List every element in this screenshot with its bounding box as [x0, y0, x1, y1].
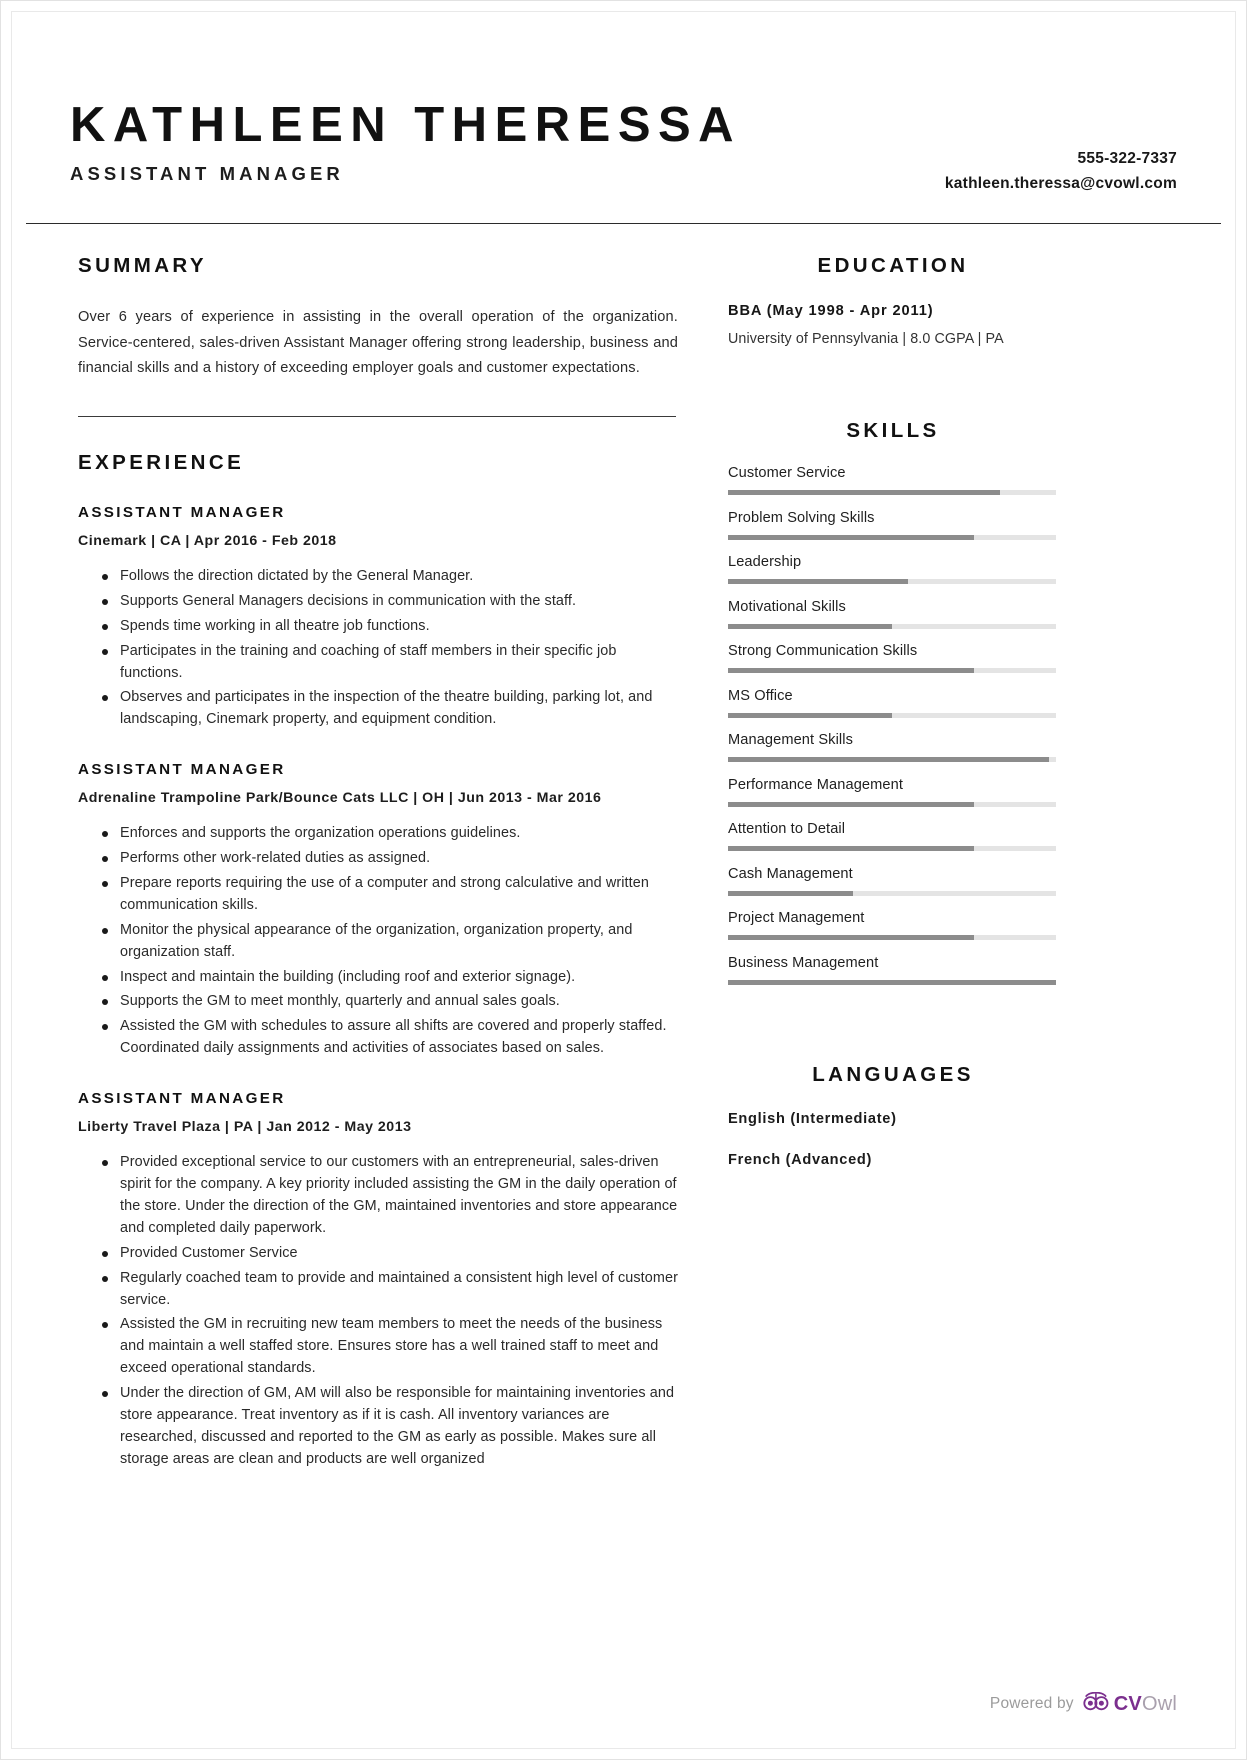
skills-heading: SKILLS [846, 419, 940, 442]
skill-bar-track [728, 891, 1056, 896]
job-meta: Liberty Travel Plaza | PA | Jan 2012 - May 2013 [78, 1119, 412, 1136]
brand-owl-text: Owl [1141, 1693, 1177, 1715]
skill-bar-track [728, 624, 1056, 629]
job-bullet: Provided Customer Service [120, 1243, 678, 1265]
language-item: English (Intermediate) [728, 1110, 897, 1127]
job-bullets [78, 823, 678, 1060]
skill-item [728, 465, 1058, 495]
job-meta: Adrenaline Trampoline Park/Bounce Cats LLC | OH | Jun 2013 - Mar 2016 [78, 790, 602, 807]
skill-bar-fill [728, 757, 1049, 762]
skill-item [728, 643, 1058, 673]
skill-item [728, 732, 1058, 762]
job-bullet: Regularly coached team to provide and maintained a consistent high level of customer service. [120, 1268, 678, 1312]
job-bullet: Provided exceptional service to our customers with an entrepreneurial, sales-driven spirit for the company. A key priority included assisting the GM in the daily operation of the store. Under the direction of the GM, maintained inventories and store appearance and completed daily paperwork. [120, 1152, 678, 1240]
summary-text: Over 6 years of experience in assisting in the overall operation of the organization. Service-centered, sales-driven Assistant Manager offering strong leadership, business and financial skills and a history of exceeding employer goals and customer expectations. [78, 309, 678, 377]
job-bullet: Prepare reports requiring the use of a computer and strong calculative and written communication skills. [120, 873, 678, 917]
skill-item [728, 599, 1058, 629]
skill-item [728, 821, 1058, 851]
job-bullet: Spends time working in all theatre job functions. [120, 616, 678, 638]
skill-item [728, 554, 1058, 584]
job-title: ASSISTANT MANAGER [78, 504, 286, 522]
job-bullet: Supports General Managers decisions in communication with the staff. [120, 591, 678, 613]
skill-label: Project Management [728, 910, 865, 926]
experience-heading-wrap [78, 451, 678, 475]
job-bullet: Supports the GM to meet monthly, quarterly and annual sales goals. [120, 991, 678, 1013]
job-bullets [78, 1152, 678, 1470]
skill-bar-track [728, 668, 1056, 673]
skill-label: Problem Solving Skills [728, 509, 875, 526]
job-bullet: Monitor the physical appearance of the organization, organization property, and organization staff. [120, 920, 678, 964]
skill-bar-fill [728, 846, 974, 851]
header-divider [26, 223, 1221, 224]
job-bullet: Under the direction of GM, AM will also be responsible for maintaining inventories and store appearance. Treat inventory as if it is cash. All inventory variances are researched, discussed and reported to the GM as early as possible. Makes sure all storage areas are clean and products are well organized [120, 1383, 678, 1471]
skill-bar-track [728, 757, 1056, 762]
skill-item [728, 866, 1058, 896]
skill-label: Attention to Detail [728, 821, 846, 837]
job-bullet: Participates in the training and coaching of staff members in their specific job functions. [120, 641, 678, 685]
skill-item [728, 688, 1058, 718]
job-bullet: Performs other work-related duties as assigned. [120, 848, 678, 870]
skills-list [728, 465, 1058, 985]
right-column [728, 254, 1058, 1193]
skill-bar-fill [728, 579, 908, 584]
resume-sheet [11, 11, 1236, 1749]
experience-item [78, 761, 678, 1060]
skill-label: Strong Communication Skills [728, 643, 918, 659]
job-bullet: Assisted the GM with schedules to assure all shifts are covered and properly staffed. Coordinated daily assignments and activities of associates based on sales. [120, 1016, 678, 1060]
job-meta: Cinemark | CA | Apr 2016 - Feb 2018 [78, 533, 337, 550]
education-school: University of Pennsylvania | 8.0 CGPA | PA [728, 331, 1004, 347]
skill-bar-track [728, 980, 1056, 985]
resume-header [70, 100, 1177, 230]
skill-item [728, 777, 1058, 807]
skills-heading-wrap [728, 419, 1058, 443]
summary-heading: SUMMARY [78, 254, 207, 277]
brand-wordmark [1114, 1694, 1177, 1714]
experience-item [78, 504, 678, 731]
left-column [78, 254, 678, 1474]
contact-block [945, 146, 1177, 196]
education-degree: BBA (May 1998 - Apr 2011) [728, 303, 934, 319]
skill-bar-fill [728, 535, 974, 540]
education-heading: EDUCATION [817, 254, 969, 277]
skill-bar-fill [728, 891, 853, 896]
skill-label: Cash Management [728, 865, 853, 882]
skill-label: Customer Service [728, 465, 846, 481]
skill-label: Business Management [728, 954, 879, 971]
skill-label: MS Office [728, 687, 793, 704]
owl-icon [1083, 1692, 1109, 1716]
summary-divider [78, 416, 676, 417]
experience-heading: EXPERIENCE [78, 451, 245, 475]
powered-by-label: Powered by [989, 1695, 1074, 1712]
skill-label: Motivational Skills [728, 598, 846, 615]
skill-bar-fill [728, 935, 974, 940]
job-bullet: Assisted the GM in recruiting new team members to meet the needs of the business and maintain a well staffed store. Ensures store has a well trained staff to meet and exceed operational standards. [120, 1314, 678, 1380]
skill-bar-track [728, 846, 1056, 851]
languages-heading: LANGUAGES [812, 1062, 974, 1086]
skill-bar-track [728, 802, 1056, 807]
skill-bar-fill [728, 802, 974, 807]
contact-email[interactable]: kathleen.theressa@cvowl.com [944, 175, 1177, 193]
cvowl-logo[interactable] [1083, 1692, 1177, 1716]
experience-item [78, 1090, 678, 1470]
languages-list [728, 1111, 1058, 1168]
skill-bar-fill [728, 624, 892, 629]
skill-bar-track [728, 935, 1056, 940]
job-bullet: Enforces and supports the organization operations guidelines. [120, 823, 678, 845]
skill-bar-fill [728, 490, 1000, 495]
skill-bar-track [728, 713, 1056, 718]
job-title: ASSISTANT MANAGER [78, 761, 286, 779]
skill-label: Performance Management [728, 776, 903, 793]
skill-bar-fill [728, 980, 1056, 985]
skill-label: Management Skills [728, 732, 853, 748]
job-bullet: Inspect and maintain the building (including roof and exterior signage). [120, 967, 678, 989]
skill-bar-track [728, 535, 1056, 540]
job-bullet: Observes and participates in the inspection of the theatre building, parking lot, and landscaping, Cinemark property, and equipment condition. [120, 687, 678, 731]
skill-bar-fill [728, 668, 974, 673]
candidate-name: KATHLEEN THERESSA [70, 98, 742, 152]
skill-label: Leadership [728, 554, 802, 570]
language-item: French (Advanced) [728, 1151, 873, 1168]
job-bullets [78, 566, 678, 731]
skill-bar-fill [728, 713, 892, 718]
job-title: ASSISTANT MANAGER [78, 1090, 286, 1108]
job-bullet: Follows the direction dictated by the General Manager. [120, 566, 678, 588]
skill-item [728, 910, 1058, 940]
skill-bar-track [728, 490, 1056, 495]
languages-heading-wrap [728, 1063, 1058, 1087]
footer-branding [990, 1692, 1177, 1716]
education-item [728, 303, 1058, 347]
skill-item [728, 510, 1058, 540]
skill-bar-track [728, 579, 1056, 584]
contact-phone[interactable]: 555-322-7337 [1077, 150, 1177, 167]
candidate-role: ASSISTANT MANAGER [70, 163, 344, 185]
brand-cv-text: CV [1113, 1693, 1142, 1715]
skill-item [728, 955, 1058, 985]
